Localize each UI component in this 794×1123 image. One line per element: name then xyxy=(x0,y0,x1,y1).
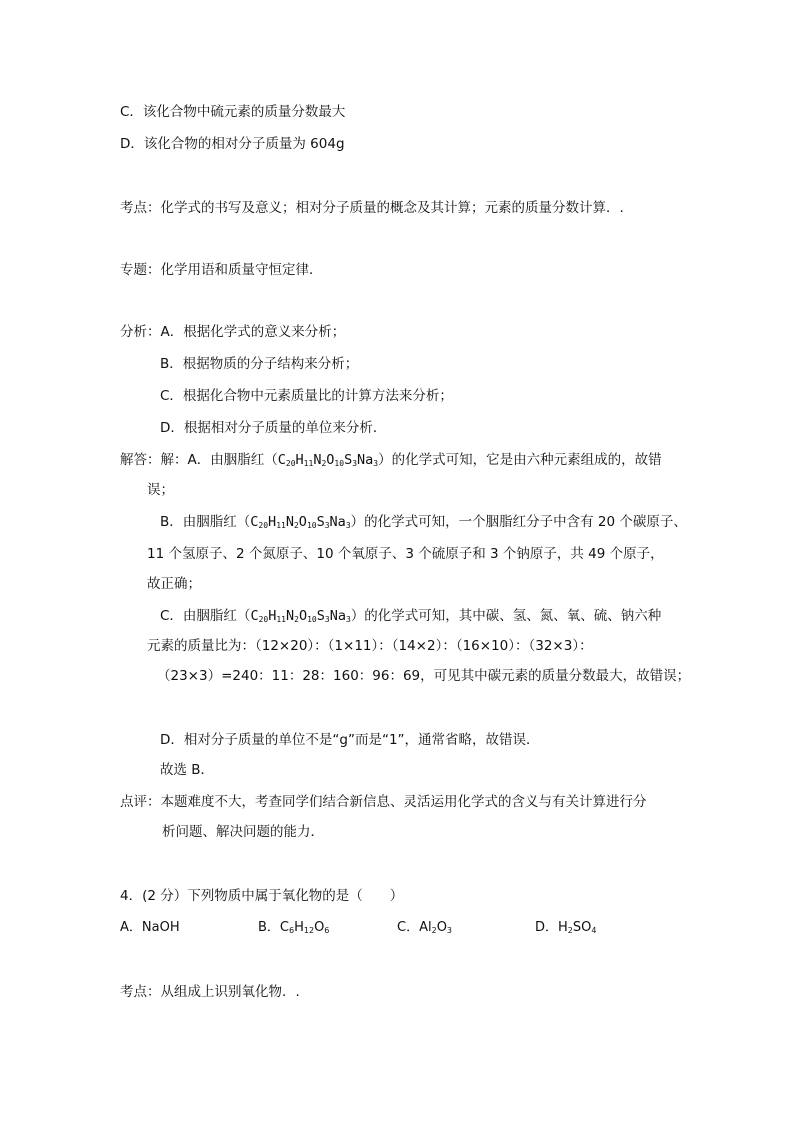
q4-kaodian-label: 考点： xyxy=(120,984,161,1000)
formula-b: $C_{20}H_{11}N_2O_{10}S_3Na_3$ xyxy=(250,514,351,530)
option-c: C．该化合物中硫元素的质量分数最大 xyxy=(120,104,346,120)
jieda-b-rest: ）的化学式可知，一个胭脂红分子中含有 20 个碳原子、 xyxy=(350,514,687,530)
jieda-prefix: 解：A．由胭脂红（ xyxy=(160,452,278,468)
fenxi-item-a: A．根据化学式的意义来分析； xyxy=(160,324,346,340)
jieda-a-cont: 误； xyxy=(147,482,174,498)
jieda-select: 故选 B． xyxy=(160,762,215,778)
formula-c: $C_{20}H_{11}N_2O_{10}S_3Na_3$ xyxy=(250,608,351,624)
kaodian-text: 化学式的书写及意义；相对分子质量的概念及其计算；元素的质量分数计算．. xyxy=(160,200,624,216)
q4-option-c: C．$Al_2O_3$ xyxy=(397,920,453,935)
jieda-c-line3: （23×3）=240：11：28：160：96：69，可见其中碳元素的质量分数最大，故错误； xyxy=(157,668,691,684)
jieda-a-rest: ）的化学式可知，它是由六种元素组成的，故错 xyxy=(378,452,662,468)
q4-option-d: D．$H_2SO_4$ xyxy=(535,920,597,935)
q4-stem: 4．(2 分）下列物质中属于氧化物的是（ ） xyxy=(120,888,404,904)
dianping xyxy=(120,792,647,812)
jieda-c-rest: ）的化学式可知，其中碳、氢、氮、氧、硫、钠六种 xyxy=(350,608,662,624)
jieda-b xyxy=(160,512,687,532)
jieda-b-line3: 故正确； xyxy=(147,576,201,592)
jieda-c xyxy=(160,606,661,626)
zhuanti-text: 化学用语和质量守恒定律． xyxy=(160,262,323,278)
fenxi-item-c: C．根据化合物中元素质量比的计算方法来分析； xyxy=(160,388,453,404)
q4-kaodian-text: 从组成上识别氧化物．. xyxy=(160,984,300,1000)
jieda-c-line2: 元素的质量比为：（12×20）：（1×11）：（14×2）：（16×10）：（32×3）： xyxy=(147,638,593,654)
dianping-line2: 析问题、解决问题的能力． xyxy=(162,824,324,840)
option-d: D．该化合物的相对分子质量为 604g xyxy=(120,136,345,152)
fenxi xyxy=(120,322,345,342)
kaodian xyxy=(120,198,624,218)
fenxi-item-b: B．根据物质的分子结构来分析； xyxy=(160,356,359,372)
zhuanti xyxy=(120,260,323,280)
dianping-line1: 本题难度不大，考查同学们结合新信息、灵活运用化学式的含义与有关计算进行分 xyxy=(160,794,647,810)
jieda-d: D．相对分子质量的单位不是“g”而是“1”，通常省略，故错误． xyxy=(160,732,540,748)
jieda-c-prefix: C．由胭脂红（ xyxy=(160,608,251,624)
jieda-label: 解答： xyxy=(120,452,161,468)
fenxi-item-d: D．根据相对分子质量的单位来分析． xyxy=(160,420,387,436)
q4-option-b: B．$C_6H_{12}O_6$ xyxy=(258,920,330,935)
q4-option-a: A．NaOH xyxy=(120,920,180,935)
kaodian-label: 考点： xyxy=(120,200,161,216)
jieda-b-line2: 11 个氢原子、2 个氮原子、10 个氧原子、3 个硫原子和 3 个钠原子，共 49 个原子， xyxy=(147,546,664,562)
dianping-label: 点评： xyxy=(120,794,161,810)
fenxi-label: 分析： xyxy=(120,324,161,340)
zhuanti-label: 专题： xyxy=(120,262,161,278)
jieda-a xyxy=(120,450,662,470)
q4-kaodian xyxy=(120,982,300,1002)
formula-a: $C_{20}H_{11}N_2O_{10}S_3Na_3$ xyxy=(277,452,379,468)
jieda-b-prefix: B．由胭脂红（ xyxy=(160,514,251,530)
